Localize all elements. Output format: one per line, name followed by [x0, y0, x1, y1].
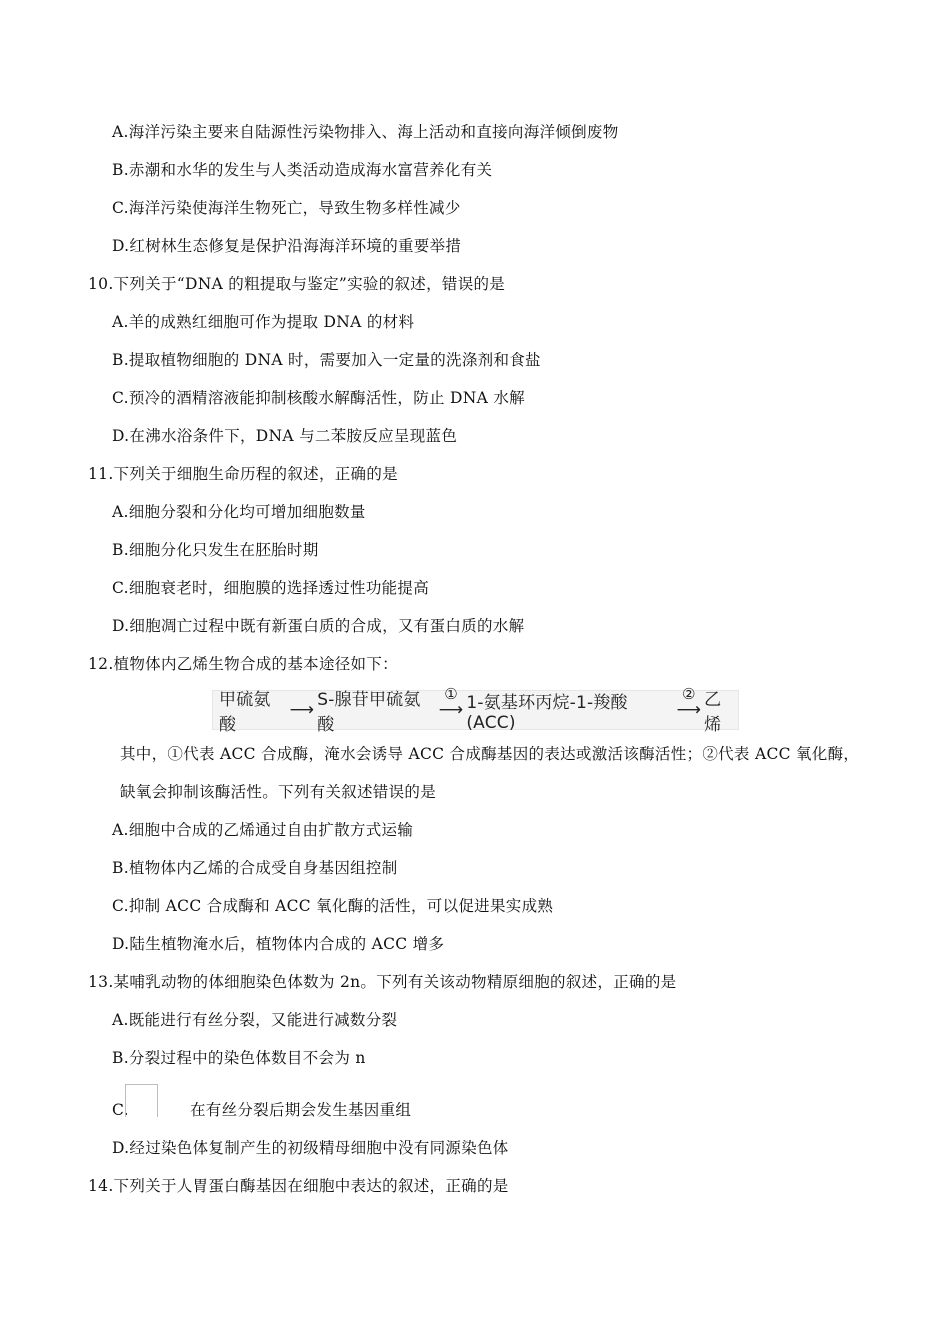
q9-option-a: A.海洋污染主要来自陆源性污染物排入、海上活动和直接向海洋倾倒废物	[112, 123, 619, 141]
q13-option-a: A.既能进行有丝分裂，又能进行减数分裂	[112, 1011, 398, 1029]
q9-option-d: D.红树林生态修复是保护沿海海洋环境的重要举措	[112, 237, 462, 255]
q10-option-c: C.预冷的酒精溶液能抑制核酸水解酶活性，防止 DNA 水解	[112, 389, 525, 407]
q11-option-a: A.细胞分裂和分化均可增加细胞数量	[112, 503, 366, 521]
q12-explanation-line2: 缺氧会抑制该酶活性。下列有关叙述错误的是	[120, 783, 437, 801]
q11-option-b: B.细胞分化只发生在胚胎时期	[112, 541, 319, 559]
q10-option-a: A.羊的成熟红细胞可作为提取 DNA 的材料	[112, 313, 415, 331]
enzyme-label-1: ①	[444, 685, 458, 703]
q12-option-b: B.植物体内乙烯的合成受自身基因组控制	[112, 859, 398, 877]
arrow-icon: ① ⟶	[438, 685, 464, 720]
pathway-step-sam: S-腺苷甲硫氨酸	[317, 690, 421, 735]
q12-explanation-line1: 其中，①代表 ACC 合成酶，淹水会诱导 ACC 合成酶基因的表达或激活该酶活性；②代表 ACC 氧化酶，	[120, 745, 860, 763]
q12-option-c: C.抑制 ACC 合成酶和 ACC 氧化酶的活性，可以促进果实成熟	[112, 897, 554, 915]
q14-stem: 14.下列关于人胃蛋白酶基因在细胞中表达的叙述，正确的是	[88, 1177, 509, 1195]
q13-option-c-prefix: C.	[112, 1101, 129, 1119]
q12-option-d: D.陆生植物淹水后，植物体内合成的 ACC 增多	[112, 935, 445, 953]
q10-stem: 10.下列关于“DNA 的粗提取与鉴定”实验的叙述，错误的是	[88, 275, 506, 293]
q13-stem: 13.某哺乳动物的体细胞染色体数为 2n。下列有关该动物精原细胞的叙述，正确的是	[88, 973, 677, 991]
q10-option-b: B.提取植物细胞的 DNA 时，需要加入一定量的洗涤剂和食盐	[112, 351, 541, 369]
q11-option-c: C.细胞衰老时，细胞膜的选择透过性功能提高	[112, 579, 430, 597]
q12-stem: 12.植物体内乙烯生物合成的基本途径如下：	[88, 655, 398, 673]
q12-option-a: A.细胞中合成的乙烯通过自由扩散方式运输	[112, 821, 414, 839]
enzyme-label-2: ②	[682, 685, 696, 703]
arrow-icon: ② ⟶	[676, 685, 702, 720]
pathway-step-acc: 1-氨基环丙烷-1-羧酸(ACC)	[466, 692, 628, 733]
q13-option-b: B.分裂过程中的染色体数目不会为 n	[112, 1049, 366, 1067]
q11-stem: 11.下列关于细胞生命历程的叙述，正确的是	[88, 465, 398, 483]
pathway-step-methionine: 甲硫氨酸	[219, 690, 271, 735]
q9-option-b: B.赤潮和水华的发生与人类活动造成海水富营养化有关	[112, 161, 493, 179]
q10-option-d: D.在沸水浴条件下，DNA 与二苯胺反应呈现蓝色	[112, 427, 458, 445]
q9-option-c: C.海洋污染使海洋生物死亡，导致生物多样性减少	[112, 199, 461, 217]
arrow-icon: ⟶	[289, 700, 315, 720]
q13-option-d: D.经过染色体复制产生的初级精母细胞中没有同源染色体	[112, 1139, 509, 1157]
q11-option-d: D.细胞凋亡过程中既有新蛋白质的合成，又有蛋白质的水解	[112, 617, 525, 635]
ethylene-pathway-diagram	[212, 685, 739, 735]
blank-placeholder-box	[125, 1084, 158, 1117]
pathway-step-ethylene: 乙烯	[704, 690, 722, 735]
q13-option-c-text: 在有丝分裂后期会发生基因重组	[190, 1101, 412, 1119]
